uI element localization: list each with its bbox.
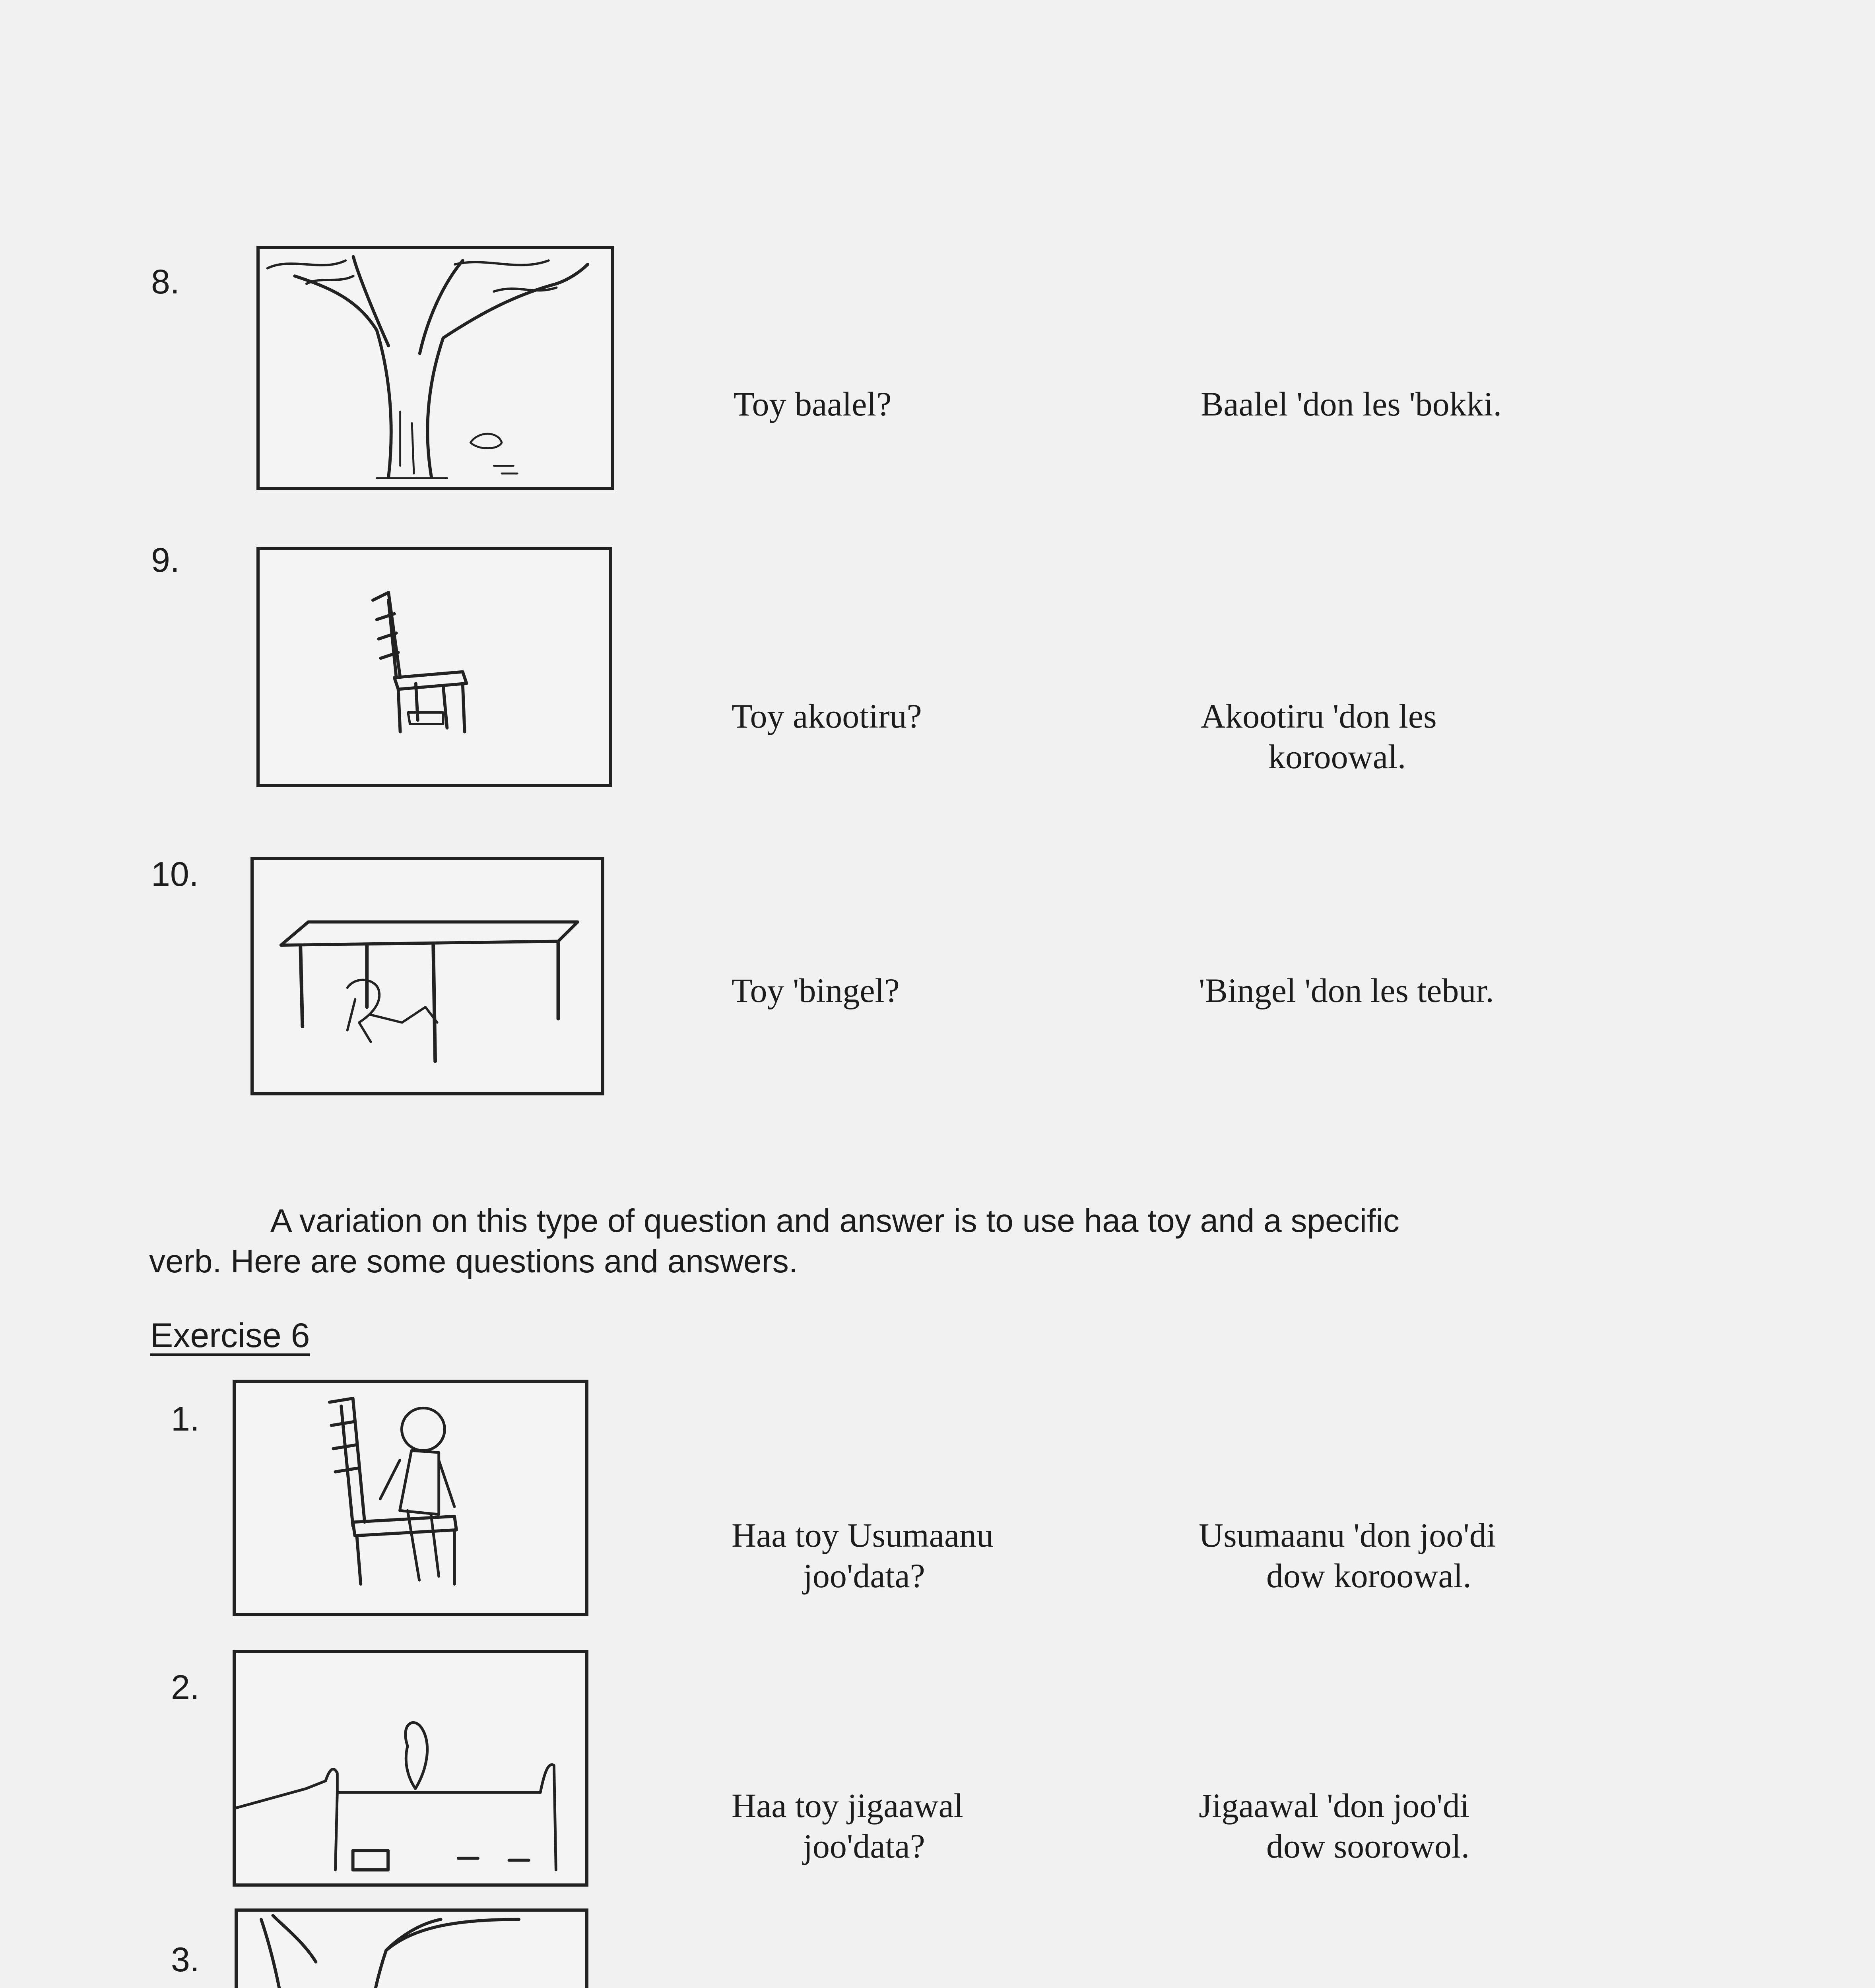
answer-text: 'Bingel 'don les tebur. <box>1199 971 1494 1010</box>
item-number: 9. <box>151 541 180 579</box>
question-text: Toy akootiru? <box>732 697 922 735</box>
sheep-under-tree-illustration <box>235 1908 588 1988</box>
answer-text: Akootiru 'don les koroowal. <box>1201 697 1437 776</box>
tree-illustration <box>256 246 614 490</box>
chair-illustration <box>256 547 612 787</box>
item-number: 2. <box>171 1668 200 1706</box>
item-number: 1. <box>171 1400 200 1438</box>
boy-on-chair-illustration <box>233 1380 588 1616</box>
bird-on-wall-illustration <box>233 1650 588 1887</box>
question-text: Haa toy Usumaanu joo'data? <box>732 1516 994 1595</box>
item-number: 8. <box>151 263 180 301</box>
question-text: Haa toy jigaawal joo'data? <box>732 1786 963 1865</box>
question-text: Toy baalel? <box>734 385 892 423</box>
answer-text: Jigaawal 'don joo'di dow soorowol. <box>1199 1786 1470 1865</box>
item-number: 3. <box>171 1941 200 1979</box>
answer-text: Baalel 'don les 'bokki. <box>1201 385 1502 423</box>
exercise-heading: Exercise 6 <box>150 1316 310 1355</box>
question-text: Toy 'bingel? <box>732 971 900 1010</box>
table-child-illustration <box>250 857 604 1095</box>
answer-text: Usumaanu 'don joo'di dow koroowal. <box>1199 1516 1496 1595</box>
instruction-paragraph: A variation on this type of question and answer is to use haa toy and a specific verb. Here are some questions and answers. <box>149 1203 1399 1279</box>
item-number: 10. <box>151 855 199 893</box>
